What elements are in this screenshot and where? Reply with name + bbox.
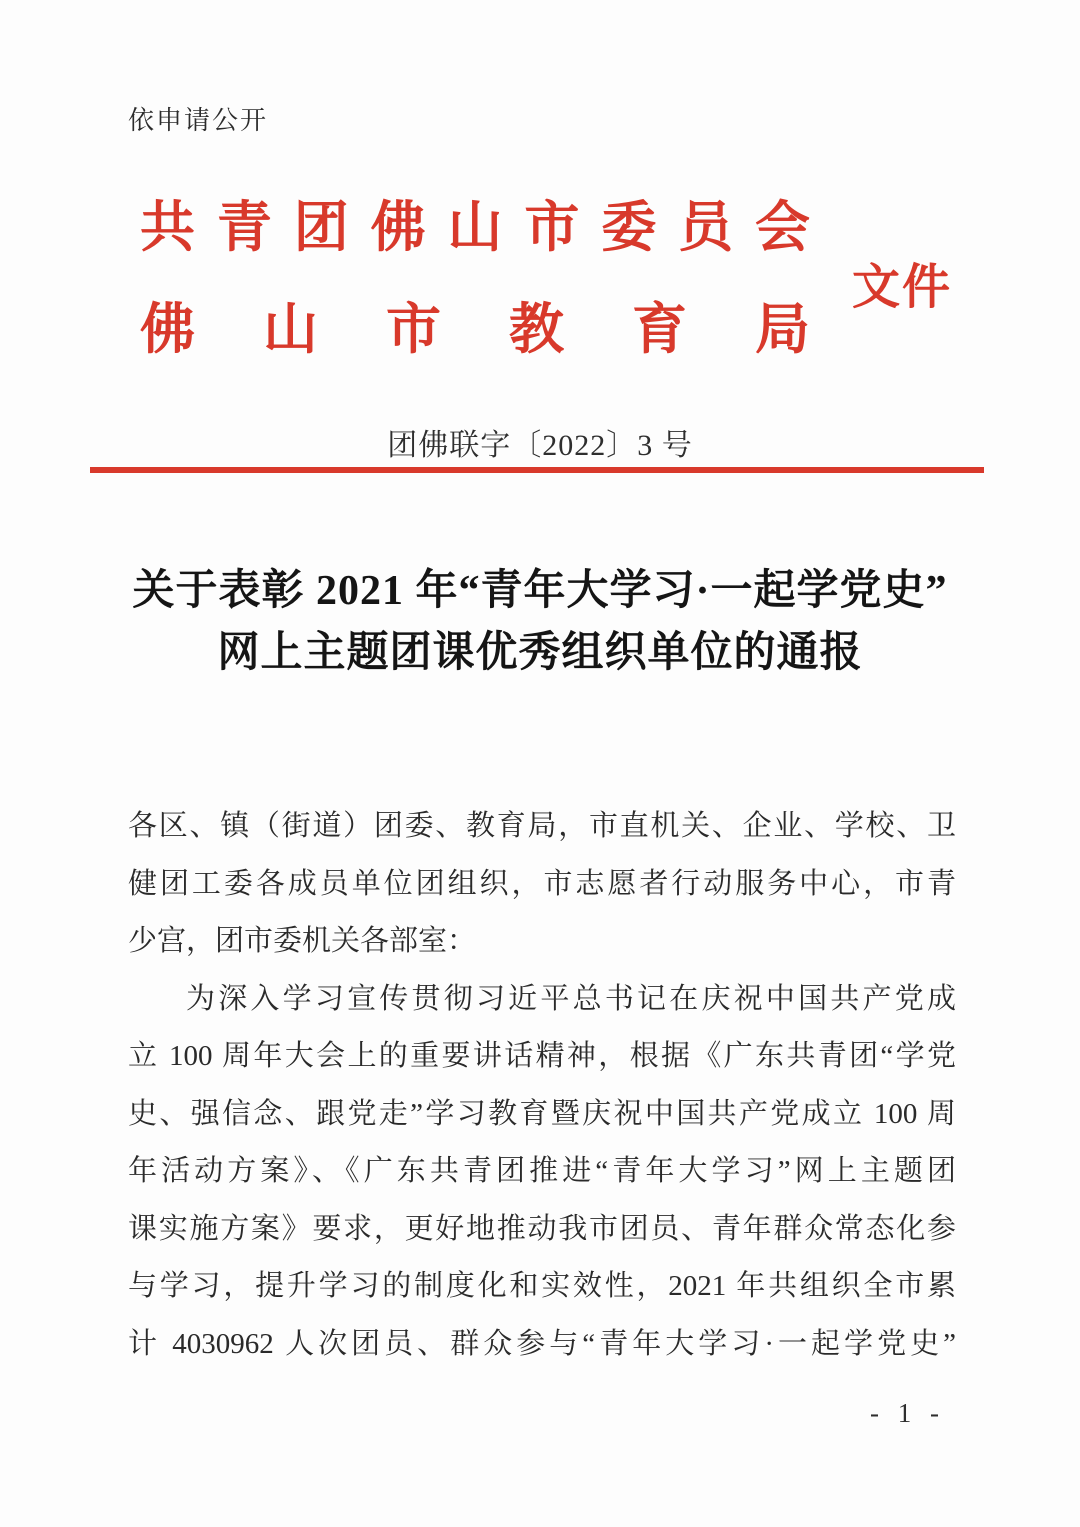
body-line: 计 4030962 人次团员、群众参与“青年大学习·一起学党史” bbox=[128, 1327, 956, 1360]
classification-label: 依申请公开 bbox=[128, 105, 269, 135]
body-line: 课实施方案》要求，更好地推动我市团员、青年群众常态化参 bbox=[128, 1212, 956, 1245]
body-line: 与学习，提升学习的制度化和实效性，2021 年共组织全市累 bbox=[128, 1270, 956, 1302]
doc-type-label: 文件 bbox=[852, 261, 953, 314]
document-title-line-1: 关于表彰 2021 年“青年大学习·一起学党史” bbox=[132, 568, 948, 614]
body-line: 各区、镇（街道）团委、教育局，市直机关、企业、学校、卫 bbox=[128, 810, 956, 842]
document-body bbox=[128, 798, 956, 1373]
page-number: - 1 - bbox=[870, 1398, 945, 1428]
letterhead bbox=[140, 198, 955, 360]
body-line: 年活动方案》、《广东共青团推进“青年大学习”网上主题团 bbox=[128, 1155, 956, 1187]
document-title-line-2: 网上主题团课优秀组织单位的通报 bbox=[217, 630, 863, 676]
body-line: 为深入学习宣传贯彻习近平总书记在庆祝中国共产党成 bbox=[186, 982, 956, 1015]
doc-number: 团佛联字〔2022〕3 号 bbox=[387, 429, 693, 462]
body-line: 立 100 周年大会上的重要讲话精神，根据《广东共青团“学党 bbox=[128, 1040, 956, 1072]
body-line: 少宫，团市委机关各部室： bbox=[128, 925, 477, 957]
org-name-line-2: 佛山市教育局 bbox=[140, 299, 810, 360]
org-name-line-1: 共青团佛山市委员会 bbox=[140, 197, 810, 258]
org-names bbox=[140, 198, 810, 360]
body-line: 史、强信念、跟党走”学习教育暨庆祝中国共产党成立 100 周 bbox=[128, 1097, 956, 1130]
body-line: 健团工委各成员单位团组织，市志愿者行动服务中心，市青 bbox=[128, 867, 956, 900]
red-divider-rule bbox=[90, 467, 984, 473]
document-title bbox=[0, 560, 1080, 684]
